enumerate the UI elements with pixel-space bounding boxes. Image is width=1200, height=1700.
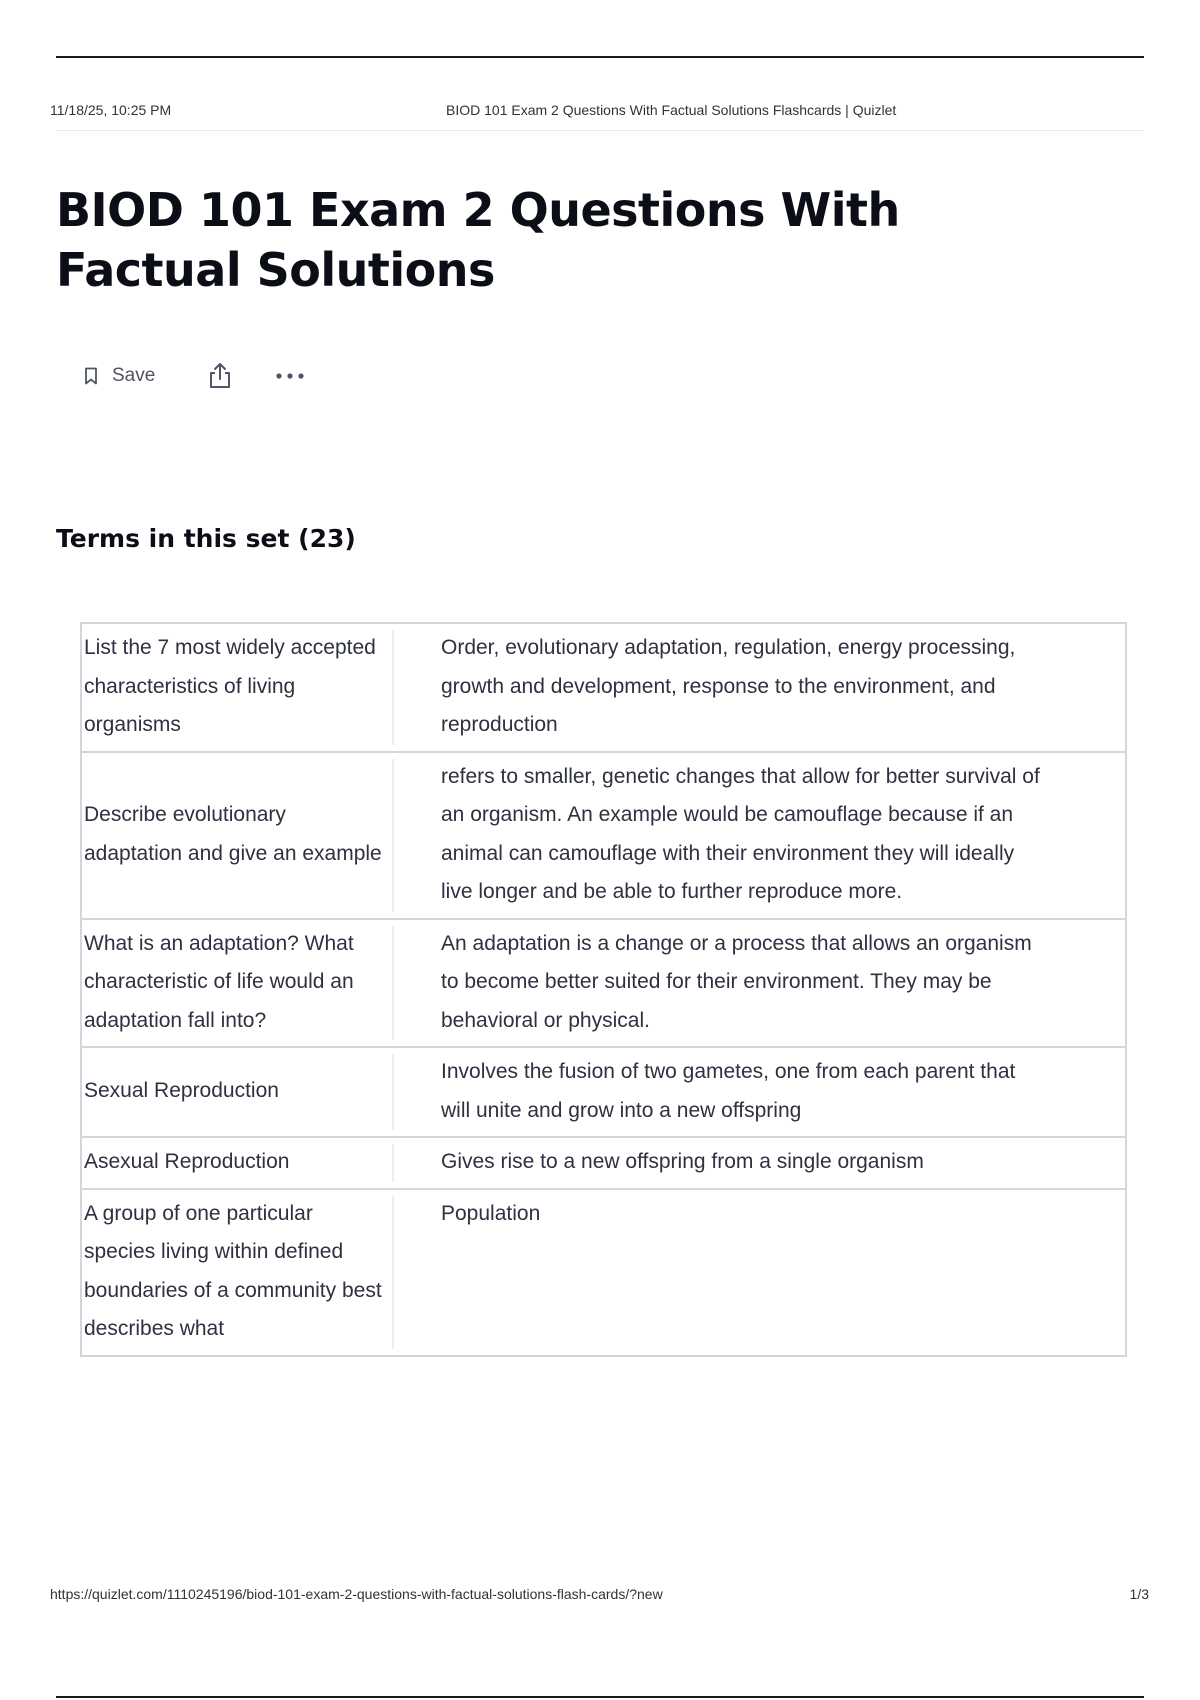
set-actions	[84, 362, 305, 390]
terms-count: ( 23 )	[298, 524, 356, 553]
term-word: A group of one particular species living within defined boundaries of a community best describes what	[84, 1201, 382, 1340]
term-definition: Order, evolutionary adaptation, regulation, energy processing, growth and development, response to the environment, and reproduction	[441, 636, 1016, 736]
header-divider	[56, 130, 1144, 131]
print-page-title: BIOD 101 Exam 2 Questions With Factual Solutions Flashcards | Quizlet	[446, 102, 897, 118]
more-options-icon	[275, 372, 305, 380]
print-datetime: 11/18/25, 10:25 PM	[50, 102, 172, 118]
term-word: What is an adaptation? What characteristic of life would an adaptation fall into?	[84, 931, 354, 1032]
save-button[interactable]	[84, 365, 155, 387]
term-definition: Gives rise to a new offspring from a single organism	[441, 1150, 924, 1173]
top-rule	[56, 56, 1144, 58]
term-definition: An adaptation is a change or a process that allows an organism to become better suited for their environment. They may be behavioral or physical.	[441, 931, 1032, 1032]
term-row	[82, 1138, 1125, 1190]
term-row	[82, 1190, 1125, 1357]
bookmark-icon	[84, 367, 98, 385]
bottom-rule	[56, 1696, 1144, 1698]
term-row	[82, 624, 1125, 753]
save-label: Save	[112, 365, 156, 386]
term-definition: Involves the fusion of two gametes, one from each parent that will unite and grow into a new offspring	[441, 1060, 1016, 1122]
page-title: BIOD 101 Exam 2 Questions With Factual Solutions	[56, 183, 900, 297]
term-definition: refers to smaller, genetic changes that allow for better survival of an organism. An example would be camouflage because if an animal can camouflage with their environment they will ideally live longer and be able to further reproduce more.	[441, 764, 1040, 903]
page-number: 1/3	[1129, 1586, 1149, 1602]
more-options-button[interactable]	[275, 372, 305, 380]
term-definition: Population	[441, 1201, 541, 1225]
term-row	[82, 1048, 1125, 1138]
share-button[interactable]	[207, 362, 233, 390]
term-row	[82, 753, 1125, 920]
term-row	[82, 920, 1125, 1049]
term-word: Sexual Reproduction	[84, 1079, 279, 1103]
terms-table	[80, 622, 1127, 1357]
terms-heading-label: Terms in this set	[56, 524, 290, 553]
page-url: https://quizlet.com/1110245196/biod-101-exam-2-questions-with-factual-solutions-flash-cards/?new	[50, 1586, 663, 1602]
terms-heading	[56, 524, 356, 553]
term-word: Describe evolutionary adaptation and give an example	[84, 803, 382, 865]
share-icon	[207, 362, 233, 390]
term-word: List the 7 most widely accepted characteristics of living organisms	[84, 636, 376, 736]
term-word: Asexual Reproduction	[84, 1150, 290, 1173]
